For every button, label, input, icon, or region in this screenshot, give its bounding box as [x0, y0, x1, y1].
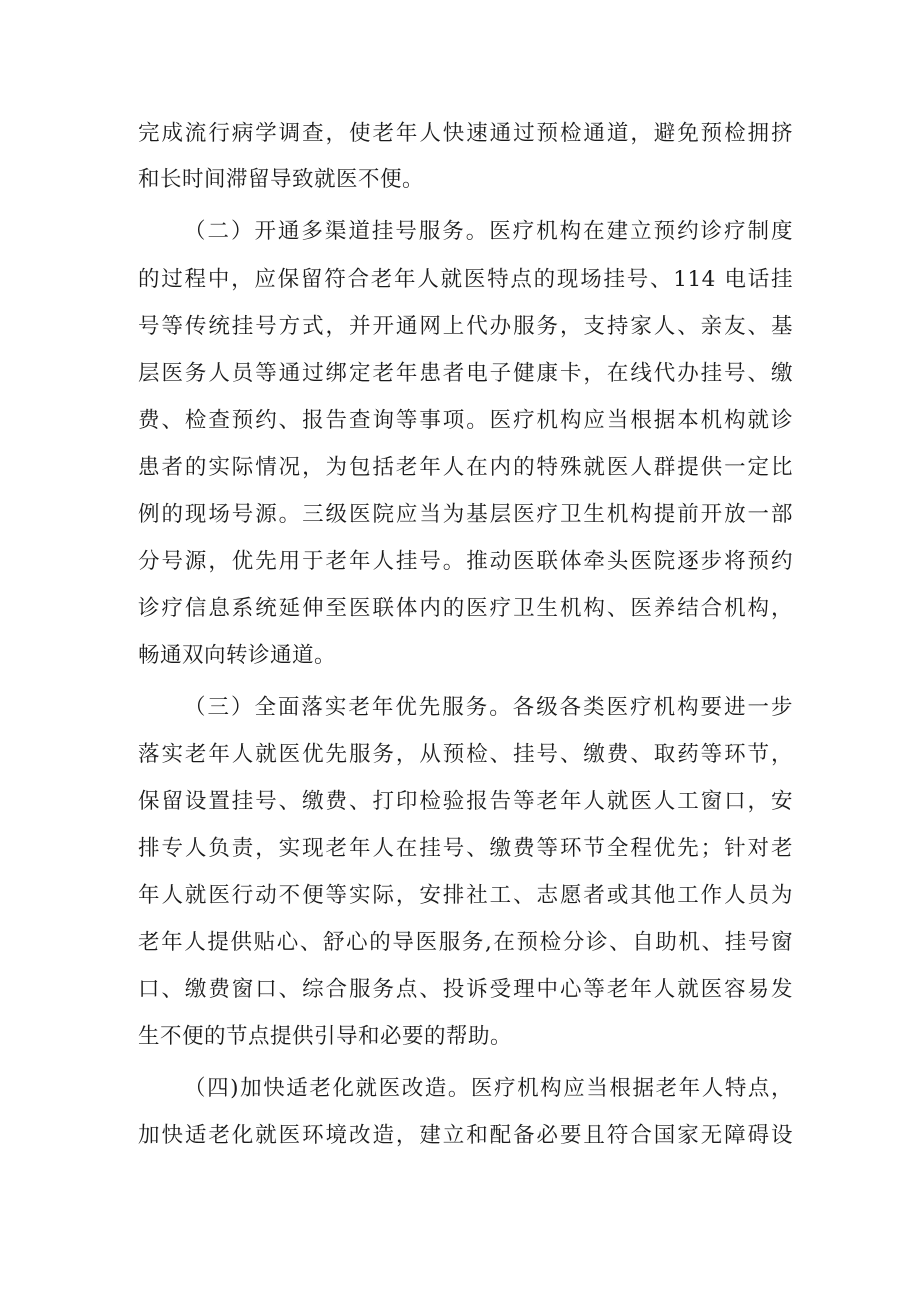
paragraph-line: 排专人负责，实现老年人在挂号、缴费等环节全程优先；针对老 — [138, 836, 793, 861]
paragraph-line: 费、检查预约、报告查询等事项。医疗机构应当根据本机构就诊 — [138, 408, 793, 433]
paragraph-line: 完成流行病学调查，使老年人快速通过预检通道，避免预检拥挤 — [138, 121, 793, 146]
paragraph-line: 的过程中，应保留符合老年人就医特点的现场挂号、114 电话挂 — [138, 267, 793, 292]
paragraph-line: 老年人提供贴心、舒心的导医服务,在预检分诊、自助机、挂号窗 — [138, 930, 793, 955]
paragraph-line: 分号源，优先用于老年人挂号。推动医联体牵头医院逐步将预约 — [138, 549, 793, 574]
paragraph-line: 患者的实际情况，为包括老年人在内的特殊就医人群提供一定比 — [138, 455, 793, 480]
paragraph-line: 例的现场号源。三级医院应当为基层医疗卫生机构提前开放一部 — [138, 502, 793, 527]
paragraph-line: 和长时间滞留导致就医不便。 — [138, 167, 425, 192]
paragraph-line: （四)加快适老化就医改造。医疗机构应当根据老年人特点， — [184, 1076, 793, 1101]
paragraph-line: 畅通双向转诊通道。 — [138, 643, 337, 668]
paragraph-line: 保留设置挂号、缴费、打印检验报告等老年人就医人工窗口，安 — [138, 789, 793, 814]
paragraph-line: 加快适老化就医环境改造，建立和配备必要且符合国家无障碍设 — [138, 1123, 793, 1148]
paragraph-line: 落实老年人就医优先服务，从预检、挂号、缴费、取药等环节， — [138, 742, 793, 767]
paragraph-line: （三）全面落实老年优先服务。各级各类医疗机构要进一步 — [184, 695, 793, 720]
paragraph-line: （二）开通多渠道挂号服务。医疗机构在建立预约诊疗制度 — [184, 219, 793, 244]
paragraph-line: 号等传统挂号方式，并开通网上代办服务，支持家人、亲友、基 — [138, 314, 793, 339]
paragraph-line: 年人就医行动不便等实际，安排社工、志愿者或其他工作人员为 — [138, 883, 793, 908]
paragraph-line: 口、缴费窗口、综合服务点、投诉受理中心等老年人就医容易发 — [138, 977, 793, 1002]
paragraph-line: 生不便的节点提供引导和必要的帮助。 — [138, 1024, 513, 1049]
paragraph-line: 诊疗信息系统延伸至医联体内的医疗卫生机构、医养结合机构， — [138, 596, 793, 621]
paragraph-line: 层医务人员等通过绑定老年患者电子健康卡，在线代办挂号、缴 — [138, 361, 793, 386]
